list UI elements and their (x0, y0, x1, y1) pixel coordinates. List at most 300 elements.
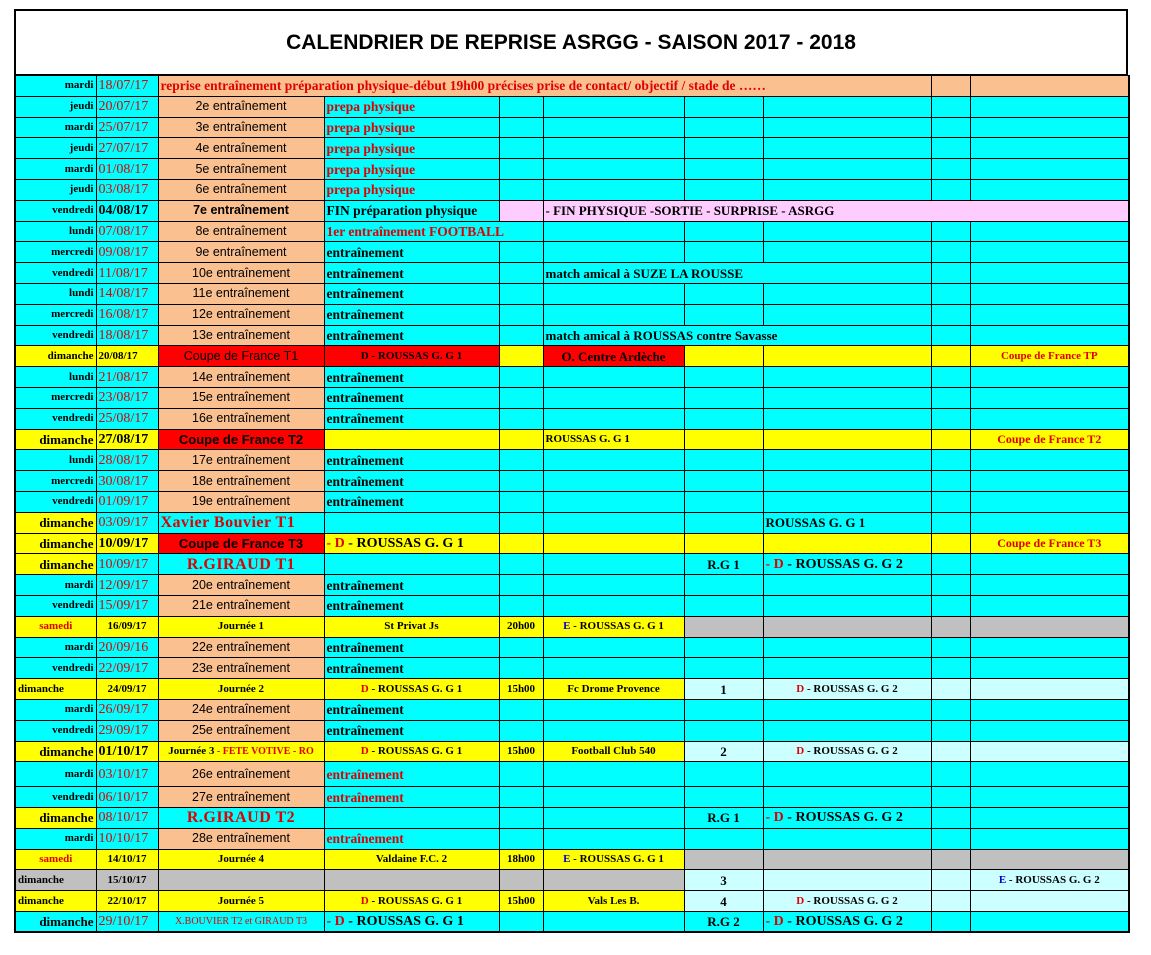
cell-date (96, 263, 158, 284)
cell-extra (931, 575, 970, 596)
cell-match (543, 828, 684, 849)
cell-extra (931, 96, 970, 117)
cell-event (324, 658, 499, 679)
cell-text: 24e entraînement (192, 702, 290, 717)
cell-text: entraînement (326, 452, 404, 468)
cell-text: Coupe de France T3 (178, 535, 304, 551)
cell-text: Coupe de France T1 (183, 348, 299, 363)
cell-round (684, 512, 763, 533)
calendar-row (15, 367, 1129, 388)
cell-text: FIN préparation physique (326, 203, 478, 219)
cell-match (543, 263, 931, 284)
cell-text: Coupe de France T2 (997, 431, 1102, 446)
cell-extra (931, 741, 970, 762)
cell-session (158, 808, 324, 829)
cell-day (15, 679, 96, 700)
cell-event (324, 891, 499, 912)
calendar-row (15, 491, 1129, 512)
cell-text: 23e entraînement (192, 660, 290, 675)
cell-match (543, 283, 684, 304)
cell-team2 (763, 533, 931, 554)
cell-team2 (763, 408, 931, 429)
cell-event (324, 575, 499, 596)
calendar-row (15, 912, 1129, 933)
cell-text: 2e entraînement (195, 99, 287, 114)
cell-extra (931, 138, 970, 159)
cell-team2 (763, 720, 931, 741)
cell-extra (931, 616, 970, 637)
cell-text: 14/08/17 (98, 286, 149, 302)
cell-date (96, 828, 158, 849)
cell-event (324, 512, 499, 533)
cell-text: dimanche (39, 556, 94, 572)
cell-match (543, 533, 684, 554)
cell-extra (931, 429, 970, 450)
cell-date (96, 138, 158, 159)
cell-team2 (763, 762, 931, 787)
cell-day (15, 325, 96, 346)
cell-text: 20e entraînement (192, 577, 290, 592)
cell-round (684, 679, 763, 700)
cell-text: entraînement (326, 369, 404, 385)
cell-text: 08/10/17 (98, 810, 149, 826)
cell-event (324, 870, 499, 891)
cell-text: dimanche (39, 431, 94, 447)
cell-text: entraînement (326, 639, 404, 655)
cell-time (499, 533, 543, 554)
cell-match (543, 408, 684, 429)
cell-match (543, 808, 684, 829)
cell-text: mardi (64, 79, 94, 92)
cell-text: R.G 1 (707, 810, 740, 826)
cell-time (499, 325, 543, 346)
cell-round (684, 595, 763, 616)
cell-team2 (763, 96, 931, 117)
cell-text: lundi (69, 453, 94, 466)
cell-text: Fc Drome Provence (567, 682, 660, 695)
cell-round (684, 741, 763, 762)
cell-session (158, 179, 324, 200)
cell-cup (970, 76, 1129, 97)
cell-event (324, 595, 499, 616)
cell-text: mardi (64, 640, 94, 653)
cell-time (499, 849, 543, 870)
cell-text: 3e entraînement (195, 119, 287, 134)
cell-extra (931, 679, 970, 700)
cell-match (543, 616, 684, 637)
cell-text: 10/10/17 (98, 831, 149, 847)
cell-date (96, 637, 158, 658)
cell-text: 8e entraînement (195, 223, 287, 238)
cell-extra (931, 637, 970, 658)
cell-extra (931, 283, 970, 304)
cell-round (684, 720, 763, 741)
venue-letter: D (360, 894, 369, 907)
cell-round (684, 637, 763, 658)
cell-text: entraînement (326, 411, 404, 427)
cell-text-prefix: - (765, 914, 774, 930)
cell-text: entraînement (326, 702, 404, 718)
cell-event (324, 117, 499, 138)
calendar-row (15, 242, 1129, 263)
venue-letter: E (563, 853, 571, 866)
cell-text: mercredi (51, 391, 94, 404)
cell-text: mardi (64, 767, 94, 780)
cell-text: mercredi (51, 308, 94, 321)
cell-time (499, 828, 543, 849)
cell-cup (970, 891, 1129, 912)
cell-time (499, 471, 543, 492)
cell-round (684, 699, 763, 720)
cell-round (684, 616, 763, 637)
cell-text: 27/07/17 (98, 140, 149, 156)
cell-team2 (763, 741, 931, 762)
cell-round (684, 471, 763, 492)
cell-match (543, 787, 684, 808)
cell-text: entraînement (326, 244, 404, 260)
cell-session (158, 200, 324, 221)
cell-text: dimanche (39, 810, 94, 826)
cell-session (158, 595, 324, 616)
cell-date (96, 367, 158, 388)
cell-event (324, 616, 499, 637)
cell-date (96, 870, 158, 891)
cell-text: Coupe de France T3 (997, 535, 1102, 550)
cell-cup (970, 575, 1129, 596)
cell-date (96, 808, 158, 829)
cell-cup (970, 471, 1129, 492)
cell-cup (970, 263, 1129, 284)
cell-round (684, 787, 763, 808)
cell-day (15, 138, 96, 159)
cell-text: 01/08/17 (98, 161, 149, 177)
cell-match (543, 554, 684, 575)
cell-text: 3 (720, 872, 727, 888)
cell-extra (931, 408, 970, 429)
cell-team2 (763, 387, 931, 408)
cell-session (158, 616, 324, 637)
cell-day (15, 849, 96, 870)
cell-team2 (763, 450, 931, 471)
cell-session (158, 96, 324, 117)
cell-date (96, 200, 158, 221)
cell-text: 11/08/17 (98, 265, 148, 281)
cell-text: 03/09/17 (98, 515, 149, 531)
venue-letter: D (796, 894, 805, 907)
cell-text: mercredi (51, 474, 94, 487)
cell-match (543, 242, 684, 263)
cell-team2 (763, 637, 931, 658)
cell-day (15, 367, 96, 388)
cell-cup (970, 699, 1129, 720)
cell-day (15, 387, 96, 408)
venue-letter: D (360, 744, 369, 757)
cell-text-rest: - ROUSSAS G. G 2 (1006, 873, 1100, 886)
cell-round (684, 179, 763, 200)
venue-letter: D (773, 810, 784, 826)
cell-team2 (763, 471, 931, 492)
cell-text: 21e entraînement (192, 598, 290, 613)
calendar-row (15, 828, 1129, 849)
cell-extra (931, 891, 970, 912)
cell-time (499, 304, 543, 325)
cell-date (96, 762, 158, 787)
cell-date (96, 325, 158, 346)
cell-cup (970, 408, 1129, 429)
cell-text: 20h00 (506, 620, 536, 633)
cell-event (324, 408, 499, 429)
cell-text-rest: - ROUSSAS G. G 2 (804, 744, 898, 757)
cell-text: 28e entraînement (192, 831, 290, 846)
cell-match (543, 367, 684, 388)
cell-text: entraînement (326, 265, 404, 281)
calendar-row (15, 221, 1129, 242)
cell-text-rest: - ROUSSAS G. G 1 (368, 744, 463, 757)
cell-text: entraînement (326, 307, 404, 323)
cell-text-rest: - ROUSSAS G. G 1 (570, 620, 664, 633)
cell-match (543, 720, 684, 741)
cell-text: 01/10/17 (98, 743, 149, 759)
cell-team2 (763, 221, 931, 242)
cell-text: vendredi (52, 661, 94, 674)
cell-text: 26e entraînement (192, 766, 290, 781)
cell-text: 9e entraînement (195, 244, 287, 259)
cell-text: 7e entraînement (193, 203, 289, 218)
cell-day (15, 616, 96, 637)
calendar-row (15, 658, 1129, 679)
cell-text-prefix: - (326, 535, 335, 551)
cell-text: samedi (39, 853, 73, 866)
calendar-row (15, 346, 1129, 367)
cell-text: 25/08/17 (98, 411, 149, 427)
cell-round (684, 367, 763, 388)
cell-match (543, 679, 684, 700)
cell-cup (970, 616, 1129, 637)
cell-extra (931, 76, 970, 97)
cell-cup (970, 849, 1129, 870)
cell-day (15, 242, 96, 263)
cell-cup (970, 762, 1129, 787)
cell-session (158, 221, 324, 242)
cell-event (324, 159, 499, 180)
calendar-row (15, 808, 1129, 829)
cell-text: 16/08/17 (98, 307, 149, 323)
calendar-row (15, 429, 1129, 450)
cell-text: 1er entraînement FOOTBALL (326, 223, 504, 239)
cell-extra (931, 762, 970, 787)
cell-event (324, 471, 499, 492)
cell-text: mercredi (51, 245, 94, 258)
cell-date (96, 787, 158, 808)
cell-time (499, 117, 543, 138)
cell-text: Coupe de France TP (1000, 349, 1098, 362)
cell-text: Football Club 540 (571, 744, 656, 757)
cell-time (499, 741, 543, 762)
cell-text-rest: - ROUSSAS G. G 2 (783, 556, 903, 572)
cell-date (96, 471, 158, 492)
cell-text: ROUSSAS G. G 1 (765, 515, 866, 531)
cell-extra (931, 325, 970, 346)
cell-text: dimanche (39, 914, 94, 930)
cell-date (96, 849, 158, 870)
cell-date (96, 159, 158, 180)
calendar-row (15, 96, 1129, 117)
cell-text: 26/09/17 (98, 702, 149, 718)
cell-text: 15h00 (506, 894, 536, 907)
cell-text: vendredi (52, 266, 94, 279)
cell-text-rest: - ROUSSAS G. G 2 (783, 914, 903, 930)
cell-text: 25/07/17 (98, 119, 149, 135)
cell-text: - FIN PHYSIQUE -SORTIE - SURPRISE - ASRGG (545, 203, 835, 219)
cell-text: 06/10/17 (98, 789, 149, 805)
cell-session (158, 637, 324, 658)
cell-cup (970, 491, 1129, 512)
cell-team2 (763, 699, 931, 720)
cell-cup (970, 283, 1129, 304)
cell-text: 19e entraînement (192, 494, 290, 509)
cell-text: dimanche (39, 515, 94, 531)
cell-cup (970, 159, 1129, 180)
calendar-row (15, 554, 1129, 575)
cell-team2 (763, 346, 931, 367)
cell-extra (931, 533, 970, 554)
cell-match (543, 387, 684, 408)
cell-text: 27/08/17 (98, 431, 149, 447)
cell-text: mardi (64, 578, 94, 591)
cell-day (15, 96, 96, 117)
cell-extra (931, 304, 970, 325)
calendar-row (15, 138, 1129, 159)
cell-session (158, 263, 324, 284)
cell-text: lundi (69, 224, 94, 237)
cell-session (158, 699, 324, 720)
cell-event (324, 346, 499, 367)
cell-text: prepa physique (326, 140, 416, 156)
cell-event (324, 679, 499, 700)
cell-round (684, 762, 763, 787)
cell-text: 16/09/17 (107, 620, 147, 633)
cell-cup (970, 242, 1129, 263)
cell-text: 16e entraînement (192, 411, 290, 426)
cell-cup (970, 741, 1129, 762)
cell-session (158, 325, 324, 346)
cell-cup (970, 637, 1129, 658)
cell-match (543, 325, 931, 346)
cell-text-rest: - ROUSSAS G. G 1 (344, 535, 464, 551)
cell-extra (931, 242, 970, 263)
cell-round (684, 554, 763, 575)
cell-text: Journée 1 (217, 620, 265, 633)
cell-team2 (763, 870, 931, 891)
cell-day (15, 554, 96, 575)
cell-text: jeudi (69, 183, 94, 196)
cell-time (499, 138, 543, 159)
cell-team2 (763, 658, 931, 679)
cell-text: 29/10/17 (98, 914, 149, 930)
venue-letter: D (796, 744, 805, 757)
cell-event (324, 491, 499, 512)
cell-day (15, 575, 96, 596)
cell-text: entraînement (326, 390, 404, 406)
cell-text-rest: - ROUSSAS G. G 2 (804, 894, 898, 907)
cell-text: 09/08/17 (98, 244, 149, 260)
cell-text: 22/10/17 (107, 894, 147, 907)
cell-match (543, 159, 684, 180)
calendar-sheet (14, 9, 1128, 933)
cell-round (684, 221, 763, 242)
cell-cup (970, 179, 1129, 200)
cell-date (96, 387, 158, 408)
cell-cup (970, 720, 1129, 741)
cell-session (158, 912, 324, 933)
cell-text-rest: - ROUSSAS G. G 1 (344, 914, 464, 930)
cell-event (324, 263, 499, 284)
cell-text: Journée 3 (168, 744, 215, 757)
cell-time (499, 720, 543, 741)
cell-team2 (763, 138, 931, 159)
cell-date (96, 429, 158, 450)
cell-text: R.G 2 (707, 914, 740, 930)
cell-text: vendredi (52, 495, 94, 508)
cell-time (499, 491, 543, 512)
cell-event (324, 242, 499, 263)
cell-day (15, 658, 96, 679)
cell-match (543, 471, 684, 492)
cell-day (15, 200, 96, 221)
cell-extra (931, 787, 970, 808)
cell-round (684, 849, 763, 870)
cell-date (96, 346, 158, 367)
cell-event (324, 325, 499, 346)
cell-text: 15/10/17 (107, 873, 147, 886)
calendar-row (15, 595, 1129, 616)
cell-match (543, 346, 684, 367)
cell-cup (970, 346, 1129, 367)
cell-team2 (763, 283, 931, 304)
cell-text: prepa physique (326, 161, 416, 177)
cell-time (499, 429, 543, 450)
cell-cup (970, 533, 1129, 554)
cell-text: 20/08/17 (98, 349, 138, 362)
cell-round (684, 283, 763, 304)
cell-event (324, 554, 499, 575)
cell-session (158, 450, 324, 471)
cell-date (96, 912, 158, 933)
cell-text: jeudi (69, 100, 94, 113)
cell-text: 17e entraînement (192, 452, 290, 467)
cell-extra (931, 720, 970, 741)
cell-match (543, 595, 684, 616)
cell-time (499, 367, 543, 388)
cell-text: 15/09/17 (98, 598, 149, 614)
cell-text: 15h00 (506, 682, 536, 695)
cell-match (543, 658, 684, 679)
cell-text: 14/10/17 (107, 853, 147, 866)
cell-text: R.G 1 (707, 556, 740, 572)
cell-round (684, 117, 763, 138)
cell-cup (970, 221, 1129, 242)
cell-session (158, 741, 324, 762)
cell-cup (970, 679, 1129, 700)
cell-extra (931, 221, 970, 242)
cell-team2 (763, 159, 931, 180)
cell-extra (931, 263, 970, 284)
cell-text-rest: - ROUSSAS G. G 2 (804, 682, 898, 695)
cell-day (15, 870, 96, 891)
cell-team2 (763, 912, 931, 933)
cell-text: 18h00 (506, 853, 536, 866)
cell-extra (931, 450, 970, 471)
